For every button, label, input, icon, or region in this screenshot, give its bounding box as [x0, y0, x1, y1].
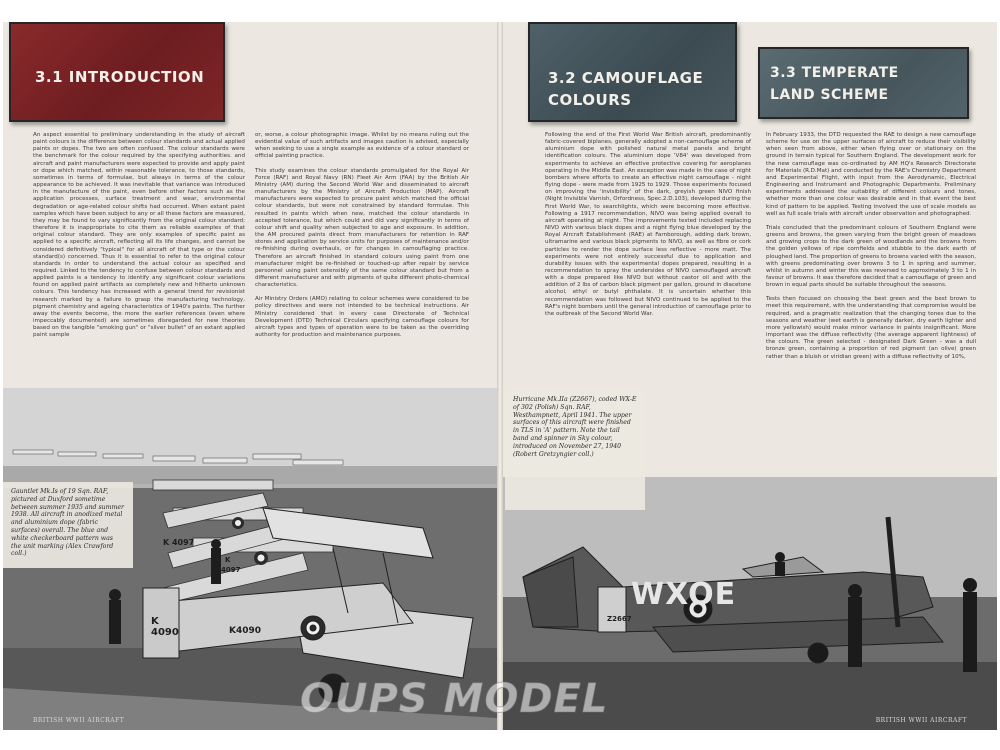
body-column-1 [545, 132, 751, 325]
left-page [3, 22, 497, 730]
body-column-1 [33, 132, 245, 347]
section-title-camouflage-line1: 3.2 CAMOUFLAGE [548, 69, 704, 87]
body-paragraph: Tests then focused on choosing the best green and the best brown to meet this requirement, with the understanding that compromise would be required, and a pragmatic realization that the changing tones due to the seasons and weather (wet earth is generally darker, dry earth lighter and more yellowish) would make minor variance in paints insignificant. More important was the diffuse reflectivity (the average apparent lightness) of the colours. The green selected - designated Dark Green - was a dull bronze green, containing a proportion of red pigment (an olive) green rather than a bluish or viridian green) with a diffuse reflectivity of 10%, [766, 296, 976, 360]
photo-caption-gauntlet: Gauntlet Mk.Is of 19 Sqn. RAF, pictured at Duxford sometime between summer 1935 and summer 1938. All aircraft in anodized metal and aluminium dope (fabric surfaces) overall. The blue and white checkerboard pattern was the unit marking (Alex Crawford coll.) [3, 482, 133, 568]
fuselage-code-k4090: K4090 [229, 626, 262, 636]
body-paragraph: This study examines the colour standards promulgated for the Royal Air Force (RAF) and Royal Navy (RN) Fleet Air Arm (FAA) by the British Air Ministry (AM) during the Second World War and disseminated to aircraft manufacturers by the Ministry of Aircraft Production (MAP). Aircraft manufacturers were expected to procure paint which matched the official colour standards, but were not constrained by standard formulae. This resulted in paints which when new, matched the colour standards in accepted tolerance, but which could and did vary significantly in terms of colour shift and quality when subjected to age and exposure. In addition, the AM procured paints direct from manufacturers for retention in RAF stores and application by service units for purposes of maintenance and/or re-finishing during overhauls, or for changes in camouflaging practice. Therefore an aircraft finished in standard colours using paint from one manufacturer might be re-finished or touched-up after repair by service personnel using paint ostensibly of the same colour standard but from a different manufacturer and with pigments of quite different photo-chemical characteristics. [255, 167, 469, 289]
watermark: OUPS MODEL [300, 676, 609, 722]
section-title-temperate-line1: 3.3 TEMPERATE [770, 65, 899, 81]
body-paragraph: In February 1933, the DTD requested the RAE to design a new camouflage scheme for use on the upper surfaces of aircraft to reduce their visibility when seen from above, either when flying over or stationary on the ground in terrain typical for Southern England. The development work for the new camouflage was co-ordinated by AM HQ's Research Directorate for Materials (R.D.Mat) and conducted by the RAE's Chemistry Department and Experimental Flight, with input from the Aerodynamic, Electrical Engineering and Instrument and Photographic Departments. Preliminary experiments addressed the suitability of different colours and tones, whether more than one colour was desirable and in that event the best kind of pattern to be applied. Testing involved the use of scale models as well as full scale trials with aircraft under observation and photographed. [766, 132, 976, 217]
section-title-plate-introduction [9, 22, 225, 122]
body-paragraph: Air Ministry Orders (AMO) relating to colour schemes were considered to be policy directives and were not intended to be technical instructions. Air Ministry considered that in every case Directorate of Technical Development (DTD) Technical Circulars specifying camouflage colours for aircraft types and types of operation were to be taken as the overriding authority for production and maintenance purposes. [255, 296, 469, 339]
body-column-2 [766, 132, 976, 368]
fuselage-code-k4090-tail: K 4090 [151, 616, 179, 638]
body-column-2 [255, 132, 469, 346]
fuselage-code-wxe: WXOE [631, 577, 737, 612]
section-title-introduction: 3.1 INTRODUCTION [35, 68, 205, 86]
body-paragraph: An aspect essential to preliminary understanding in the study of aircraft paint colours is the difference between colour standards and actual applied paints or dopes. The two are often confused. The colour standards were the benchmark for the colour required by the specifying authorities. and aircraft and paint manufacturers were expected to provide and apply paint or dope which matched, within reasonable tolerance, to those standards, sometimes in terms of formulae, but always in terms of the colour appearance to be achieved. It was inevitable that variance was introduced in the manufacture of the paint, even before other factors such as the application processes, surface treatment and wear, environmental degradation or age-related colour shifts had occurred. When extant paint samples which have been subject to any or all these factors are measured, they may be found to vary significantly from the original colour standard; therefore it is inappropriate to cite them as reliable examples of that original colour standard. They are only examples of specific paint as applied to a specific aircraft, reflecting all its life changes, and cannot be considered definitively "typical" for all aircraft of that type or the colour standard(s) concerned. Thus it is essential to refer to the original colour standards in order to understand the actual colour as specified and required. Linked to the tendency to confuse between colour standards and applied paints is a tendency to identify any significant colour variations found on applied paint artifacts as completely new and hitherto unknown colours. This tendency has increased with a general trend for revisionist research marked by a failure to grasp the manufacturing technology, pigment chemistry and ageing characteristics of 1940's paints. The further away the events become, the more the earlier references (even where impeccably documented) are sometimes disregarded for new theories based on the tangible "smoking gun" or "silver bullet" of an extant applied paint sample [33, 132, 245, 339]
right-page [503, 22, 997, 730]
section-title-plate-camouflage [528, 22, 737, 122]
fuselage-code-k: K [225, 556, 231, 564]
body-paragraph: or, worse, a colour photographic image. Whilst by no means ruling out the evidential value of such artifacts and images caution is advised, especially when seeking to use a single example as evidence of a colour standard or official painting practice. [255, 132, 469, 160]
body-paragraph: Following the end of the First World War British aircraft, predominantly fabric-covered biplanes, generally adopted a non-camouflage scheme of aluminium dope with polished natural metal panels and bright identification colours. The aluminium dope 'V84' was developed from experiments to achieve an effective protective covering for aeroplanes operating in the Middle East. An exception was made in the case of night bombers where efforts to create an effective night camouflage - night flying dope - were made from 1925 to 1929. Those experiments focused on improving the 'invisibility' of the dark, greyish green NIVO finish (Night Invisible Varnish, Orfordness, Spec.2.D.103), developed during the First World War, to searchlights, which were becoming more effective. Following a 1917 recommendation, NIVO was being applied overall to aircraft operating at night. The improvements tested included replacing NIVO with various black dopes and a night flying blue developed by the Royal Aircraft Establishment (RAE) at Farnborough, adding dark brown, ultramarine and various black pigments to NIVO, as well as fibre or cork particles to render the dope surface less reflective - more matt. The experiments were not entirely successful due to application and durability issues with the experimental dopes prepared, resulting in a recommendation to spray the undersides of NIVO camouflaged aircraft with a dope prepared like NIVO but without castor oil and with the addition of 2 lbs of carbon black pigment per gallon, ground in diacetone alcohol, ethyl or butyl phthalate. It is uncertain whether this recommendation was followed but NIVO continued to be applied to the RAF's night bombers until the general introduction of camouflage prior to the outbreak of the Second World War. [545, 132, 751, 317]
body-paragraph: Trials concluded that the predominant colours of Southern England were greens and browns, the green varying from the bright green of meadows and growing crops to the dark green of woodlands and the browns from the golden yellows of ripe cornfields and stubble to the dark earth of ploughed land. The proportion of greens to browns varied with the season, with greens predominating over browns 3 to 1 in spring and summer, whilst in autumn and winter this was reversed to approximately 3 to 1 in favour of browns. It was therefore decided that a camouflage of green and brown in equal parts should be suitable throughout the seasons. [766, 224, 976, 289]
section-title-temperate-line2: LAND SCHEME [770, 87, 889, 103]
fuselage-code-4097: 4097 [221, 566, 241, 574]
aircraft-serial: Z2667 [607, 615, 632, 623]
section-title-camouflage-line2: COLOURS [548, 91, 632, 109]
photo-caption-hurricane: Hurricane Mk.IIa (Z2667), coded WX-E of 302 (Polish) Sqn. RAF, Westhampnett, April 1941. The upper surfaces of this aircraft were finished in TLS in 'A' pattern. Note the tail band and spinner in Sky colour, introduced on November 27, 1940 (Robert Gretzyngier coll.) [505, 390, 645, 510]
fuselage-code-k4097: K 4097 [163, 538, 195, 547]
page-footer-right: BRITISH WWII AIRCRAFT [875, 717, 967, 724]
page-footer-left: BRITISH WWII AIRCRAFT [33, 717, 125, 724]
section-title-plate-temperate [758, 47, 969, 119]
